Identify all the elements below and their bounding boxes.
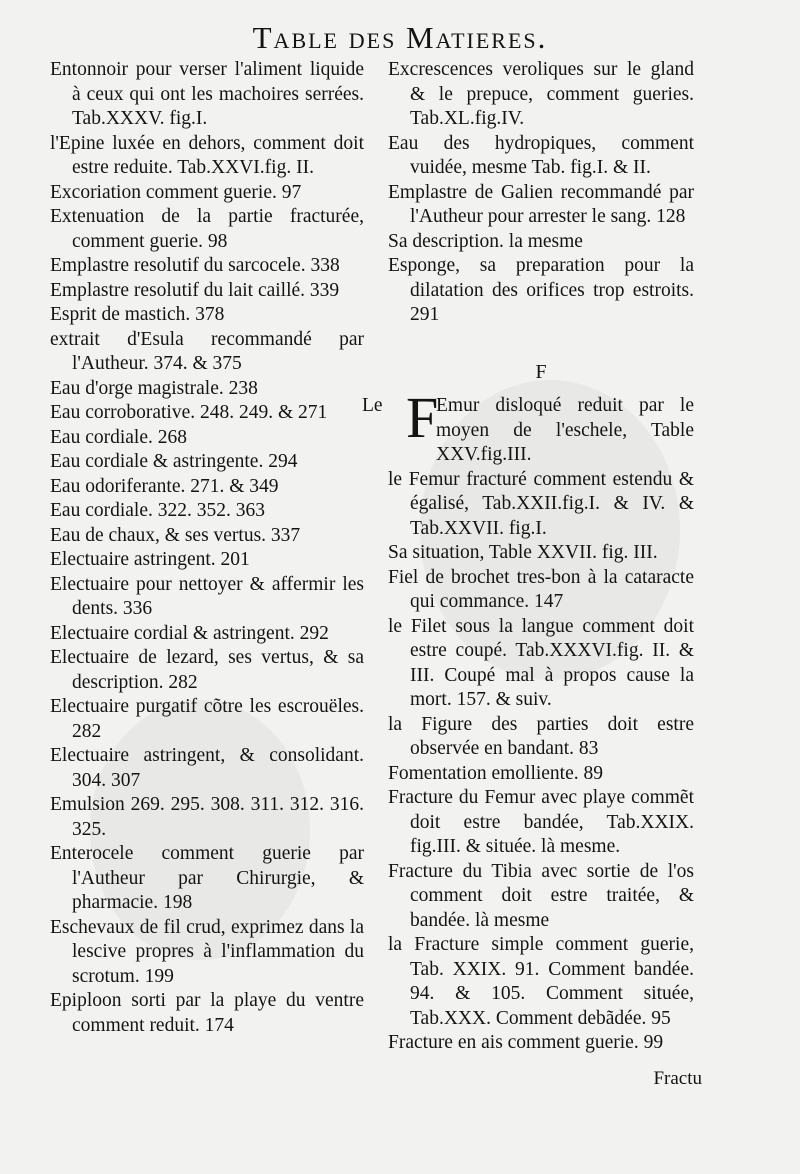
index-entry: Eau des hydropiques, comment vuidée, mesme Tab. fig.I. & II.: [388, 132, 694, 178]
dropcap-lead-word: Le: [362, 395, 383, 416]
index-entry: Fomentation emolliente. 89: [388, 762, 604, 784]
index-entry: Fracture du Tibia avec sortie de l'os comment doit estre traitée, & bandée. là mesme: [388, 860, 694, 931]
index-entry: Emulsion 269. 295. 308. 311. 312. 316. 325.: [50, 794, 364, 840]
index-entry: Fracture en ais comment guerie. 99: [388, 1032, 664, 1053]
index-entry: Emplastre resolutif du lait caillé. 339: [50, 279, 340, 301]
index-entry: Eau corroborative. 248. 249. & 271: [50, 402, 328, 423]
index-entry: Extenuation de la partie fracturée, comment guerie. 98: [50, 206, 364, 252]
index-entry: Eschevaux de fil crud, exprimez dans la lescive propres à l'inflammation du scrotum. 199: [50, 916, 364, 987]
index-entry: Eau cordiale & astringente. 294: [50, 451, 298, 472]
catchword: Fractu: [653, 1068, 702, 1089]
index-entry: Electuaire astringent. 201: [50, 549, 250, 570]
index-entry: Excrescences veroliques sur le gland & le prepuce, comment gueries. Tab.XL.fig.IV.: [388, 59, 694, 129]
index-entry: Esponge, sa preparation pour la dilatation des orifices trop estroits. 291: [388, 255, 694, 325]
index-entry: Fiel de brochet tres-bon à la cataracte qui commance. 147: [388, 566, 694, 612]
index-entry: Entonnoir pour verser l'aliment liquide à ceux qui ont les machoires serrées. Tab.XXXV. fig.I.: [50, 59, 364, 129]
index-entry: Eau cordiale. 322. 352. 363: [50, 500, 265, 521]
drop-capital: F: [406, 385, 439, 450]
left-column: [50, 58, 364, 1038]
index-entry: Esprit de mastich. 378: [50, 304, 225, 325]
index-entry: Eau de chaux, & ses vertus. 337: [50, 524, 301, 546]
index-entry: Excoriation comment guerie. 97: [50, 181, 302, 203]
index-entry: Eau odoriferante. 271. & 349: [50, 475, 279, 497]
index-entry: Eau d'orge magistrale. 238: [50, 377, 258, 399]
index-entry: Electuaire cordial & astringent. 292: [50, 622, 329, 644]
dropcap-entry-text: Emur disloqué reduit par le moyen de l'eschele, Table XXV.fig.III.: [436, 395, 694, 465]
page-header: Table des Matieres.: [252, 20, 548, 55]
index-entry: Electuaire de lezard, ses vertus, & sa description. 282: [50, 647, 364, 693]
index-entry: le Femur fracturé comment estendu & égalisé, Tab.XXII.fig.I. & IV. & Tab.XXVII. fig.I.: [388, 468, 694, 539]
index-entry: Eau cordiale. 268: [50, 426, 187, 448]
section-letter: F: [535, 360, 547, 383]
dropcap-entry: [362, 385, 694, 468]
index-entry: la Figure des parties doit estre observée en bandant. 83: [388, 713, 694, 759]
index-entry: Emplastre resolutif du sarcocele. 338: [50, 255, 340, 276]
index-entry: la Fracture simple comment guerie, Tab. XXIX. 91. Comment bandée. 94. & 105. Comment située, Tab.XXX. Comment debãdée. 95: [388, 934, 694, 1029]
section-gap: [388, 328, 694, 354]
index-entry: Enterocele comment guerie par l'Autheur par Chirurgie, & pharmacie. 198: [50, 843, 364, 913]
index-entry: Fracture du Femur avec playe commẽt doit estre bandée, Tab.XXIX. fig.III. & située. là mesme.: [388, 787, 694, 857]
index-entry: Electuaire pour nettoyer & affermir les dents. 336: [50, 573, 364, 619]
index-entry: Emplastre de Galien recommandé par l'Autheur pour arrester le sang. 128: [388, 181, 694, 227]
index-entry: extrait d'Esula recommandé par l'Autheur. 374. & 375: [50, 328, 364, 374]
index-entry: Sa description. la mesme: [388, 230, 583, 252]
right-column: [362, 58, 694, 1056]
index-entry: le Filet sous la langue comment doit estre coupé. Tab.XXXVI.fig. II. & III. Coupé mal à propos cause la mort. 157. & suiv.: [388, 615, 694, 710]
index-entry: Sa situation, Table XXVII. fig. III.: [388, 542, 658, 563]
index-entry: Electuaire astringent, & consolidant. 304. 307: [50, 745, 364, 791]
index-entry: Epiploon sorti par la playe du ventre comment reduit. 174: [50, 990, 364, 1036]
index-entry: Electuaire purgatif cõtre les escrouëles. 282: [50, 696, 364, 742]
index-entry: l'Epine luxée en dehors, comment doit estre reduite. Tab.XXVI.fig. II.: [50, 132, 364, 178]
